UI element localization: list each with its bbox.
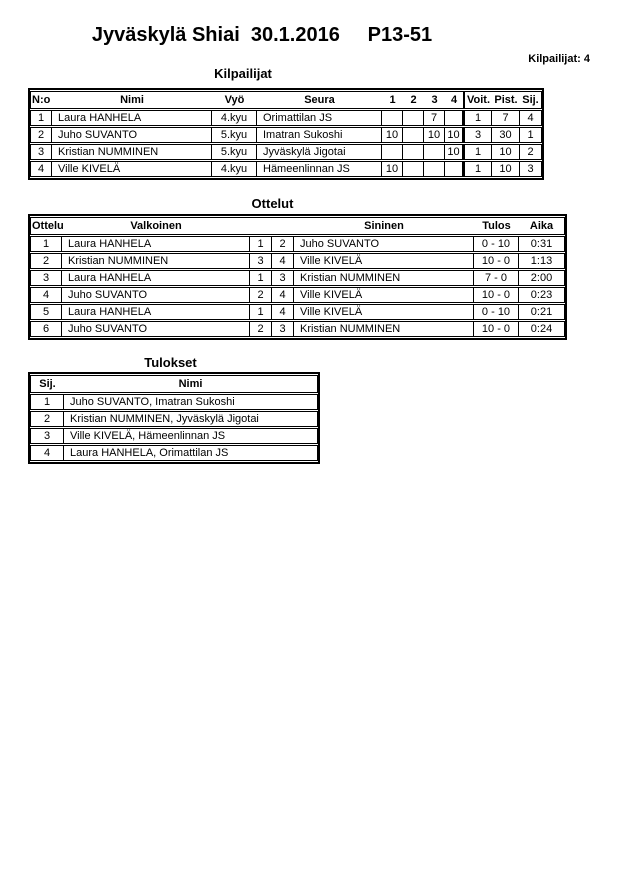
result-name-cell: Laura HANHELA, Orimattilan JS <box>64 445 318 461</box>
header-row <box>30 91 542 109</box>
matches-table <box>28 214 567 340</box>
white-number-cell: 3 <box>250 253 272 269</box>
belt-cell: 5.kyu <box>212 144 257 160</box>
score-cell: 10 <box>382 161 403 177</box>
club-cell: Hämeenlinnan JS <box>257 161 382 177</box>
blue-number-cell: 3 <box>272 321 294 337</box>
white-number-cell: 1 <box>250 270 272 286</box>
no-cell: 3 <box>30 144 52 160</box>
result-name-cell: Ville KIVELÄ, Hämeenlinnan JS <box>64 428 318 444</box>
column-header-white: Valkoinen <box>62 217 250 235</box>
header-row <box>30 375 318 393</box>
white-name-cell: Juho SUVANTO <box>62 287 250 303</box>
rank-cell: 4 <box>30 445 64 461</box>
place-cell: 2 <box>520 144 542 160</box>
time-cell: 2:00 <box>519 270 565 286</box>
no-cell: 2 <box>30 127 52 143</box>
match-number-cell: 4 <box>30 287 62 303</box>
score-cell <box>445 161 463 177</box>
rank-cell: 3 <box>30 428 64 444</box>
club-cell: Jyväskylä Jigotai <box>257 144 382 160</box>
column-header-no: N:o <box>30 91 52 109</box>
no-cell: 4 <box>30 161 52 177</box>
blue-number-cell: 2 <box>272 236 294 252</box>
column-header-place: Sij. <box>30 375 64 393</box>
section-heading-kilpailijat: Kilpailijat <box>214 66 272 81</box>
table-row <box>30 236 565 252</box>
table-row <box>30 161 542 177</box>
blue-number-cell: 3 <box>272 270 294 286</box>
time-cell: 0:31 <box>519 236 565 252</box>
points-cell: 10 <box>492 161 520 177</box>
column-header-match3: 3 <box>424 91 445 109</box>
no-cell: 1 <box>30 110 52 126</box>
table-row <box>30 428 318 444</box>
blue-name-cell: Juho SUVANTO <box>294 236 474 252</box>
name-cell: Juho SUVANTO <box>52 127 212 143</box>
white-name-cell: Juho SUVANTO <box>62 321 250 337</box>
belt-cell: 4.kyu <box>212 161 257 177</box>
column-header-result: Tulos <box>474 217 519 235</box>
wins-cell: 1 <box>463 144 492 160</box>
score-cell <box>382 144 403 160</box>
table-row <box>30 304 565 320</box>
column-header-match4: 4 <box>445 91 463 109</box>
belt-cell: 5.kyu <box>212 127 257 143</box>
column-header-points: Pist. <box>492 91 520 109</box>
table-row <box>30 394 318 410</box>
wins-cell: 1 <box>463 161 492 177</box>
column-header-name: Nimi <box>52 91 212 109</box>
table-row <box>30 287 565 303</box>
column-header-club: Seura <box>257 91 382 109</box>
blue-name-cell: Ville KIVELÄ <box>294 253 474 269</box>
club-cell: Imatran Sukoshi <box>257 127 382 143</box>
score-cell: 10 <box>445 127 463 143</box>
score-cell <box>403 110 424 126</box>
blue-name-cell: Kristian NUMMINEN <box>294 270 474 286</box>
name-cell: Laura HANHELA <box>52 110 212 126</box>
section-heading-tulokset: Tulokset <box>144 355 197 370</box>
table-row <box>30 411 318 427</box>
match-number-cell: 3 <box>30 270 62 286</box>
points-cell: 10 <box>492 144 520 160</box>
result-name-cell: Kristian NUMMINEN, Jyväskylä Jigotai <box>64 411 318 427</box>
competitors-table <box>28 88 544 180</box>
result-cell: 10 - 0 <box>474 287 519 303</box>
table-row <box>30 445 318 461</box>
time-cell: 0:24 <box>519 321 565 337</box>
name-cell: Kristian NUMMINEN <box>52 144 212 160</box>
match-number-cell: 1 <box>30 236 62 252</box>
score-cell <box>403 161 424 177</box>
white-name-cell: Laura HANHELA <box>62 236 250 252</box>
blue-name-cell: Kristian NUMMINEN <box>294 321 474 337</box>
blue-name-cell: Ville KIVELÄ <box>294 304 474 320</box>
score-cell <box>424 161 445 177</box>
competitors-count: Kilpailijat: 4 <box>528 53 590 65</box>
column-header-match1: 1 <box>382 91 403 109</box>
blue-number-cell: 4 <box>272 253 294 269</box>
match-number-cell: 5 <box>30 304 62 320</box>
match-number-cell: 2 <box>30 253 62 269</box>
column-header-time: Aika <box>519 217 565 235</box>
place-cell: 1 <box>520 127 542 143</box>
white-name-cell: Laura HANHELA <box>62 304 250 320</box>
rank-cell: 2 <box>30 411 64 427</box>
match-number-cell: 6 <box>30 321 62 337</box>
score-cell <box>382 110 403 126</box>
table-row <box>30 253 565 269</box>
score-cell <box>403 127 424 143</box>
score-cell <box>445 110 463 126</box>
points-cell: 7 <box>492 110 520 126</box>
column-header-belt: Vyö <box>212 91 257 109</box>
result-cell: 10 - 0 <box>474 321 519 337</box>
score-cell <box>424 144 445 160</box>
result-cell: 10 - 0 <box>474 253 519 269</box>
blue-number-cell: 4 <box>272 287 294 303</box>
white-number-cell: 1 <box>250 236 272 252</box>
column-header-place: Sij. <box>520 91 542 109</box>
table-row <box>30 270 565 286</box>
score-cell: 10 <box>382 127 403 143</box>
column-header-wins: Voit. <box>463 91 492 109</box>
rank-cell: 1 <box>30 394 64 410</box>
column-header-match2: 2 <box>403 91 424 109</box>
result-cell: 0 - 10 <box>474 236 519 252</box>
table-row <box>30 321 565 337</box>
time-cell: 0:23 <box>519 287 565 303</box>
score-cell: 10 <box>424 127 445 143</box>
points-cell: 30 <box>492 127 520 143</box>
club-cell: Orimattilan JS <box>257 110 382 126</box>
result-name-cell: Juho SUVANTO, Imatran Sukoshi <box>64 394 318 410</box>
page-title: Jyväskylä Shiai 30.1.2016 P13-51 <box>91 24 433 46</box>
white-name-cell: Kristian NUMMINEN <box>62 253 250 269</box>
wins-cell: 3 <box>463 127 492 143</box>
column-header-match: Ottelu <box>30 217 62 235</box>
results-table <box>28 372 320 464</box>
white-number-cell: 2 <box>250 321 272 337</box>
score-cell: 7 <box>424 110 445 126</box>
section-heading-ottelut: Ottelut <box>251 196 294 211</box>
place-cell: 3 <box>520 161 542 177</box>
white-number-cell: 1 <box>250 304 272 320</box>
score-cell <box>403 144 424 160</box>
table-row <box>30 110 542 126</box>
column-header-blue-no <box>272 217 294 235</box>
result-cell: 7 - 0 <box>474 270 519 286</box>
blue-number-cell: 4 <box>272 304 294 320</box>
time-cell: 1:13 <box>519 253 565 269</box>
blue-name-cell: Ville KIVELÄ <box>294 287 474 303</box>
wins-cell: 1 <box>463 110 492 126</box>
column-header-name: Nimi <box>64 375 318 393</box>
header-row <box>30 217 565 235</box>
score-cell: 10 <box>445 144 463 160</box>
belt-cell: 4.kyu <box>212 110 257 126</box>
white-name-cell: Laura HANHELA <box>62 270 250 286</box>
name-cell: Ville KIVELÄ <box>52 161 212 177</box>
column-header-white-no <box>250 217 272 235</box>
table-row <box>30 127 542 143</box>
white-number-cell: 2 <box>250 287 272 303</box>
place-cell: 4 <box>520 110 542 126</box>
result-cell: 0 - 10 <box>474 304 519 320</box>
table-row <box>30 144 542 160</box>
time-cell: 0:21 <box>519 304 565 320</box>
column-header-blue: Sininen <box>294 217 474 235</box>
